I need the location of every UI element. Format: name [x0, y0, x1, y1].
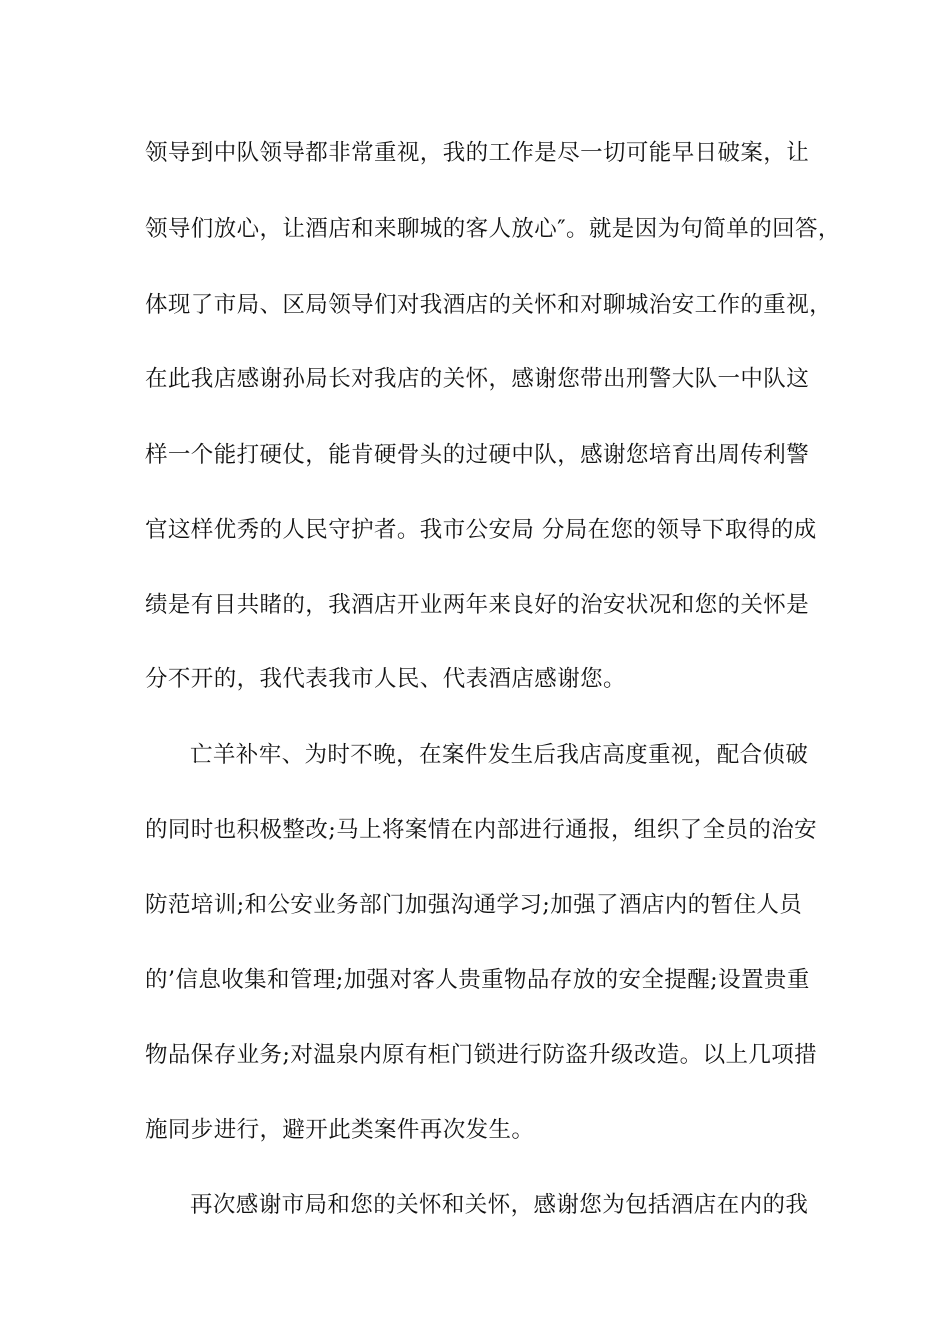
text-line: 样一个能打硬仗，能肯硬骨头的过硬中队，感谢您培育出周传利警: [145, 442, 810, 468]
text-line: 官这样优秀的人民守护者。我市公安局 分局在您的领导下取得的成: [145, 517, 817, 543]
text-line: 绩是有目共睹的，我酒店开业两年来良好的治安状况和您的关怀是: [145, 592, 810, 618]
text-line: 物品保存业务;对温泉内原有柜门锁进行防盗升级改造。以上几项措: [145, 1042, 818, 1068]
paragraph-first-line: 再次感谢市局和您的关怀和关怀，感谢您为包括酒店在内的我: [190, 1192, 809, 1218]
text-line: 在此我店感谢孙局长对我店的关怀，感谢您带出刑警大队一中队这: [145, 366, 810, 392]
text-line: 防范培训;和公安业务部门加强沟通学习;加强了酒店内的暂住人员: [145, 892, 803, 918]
text-line: 领导们放心，让酒店和来聊城的客人放心″。就是因为句简单的回答，: [145, 216, 841, 242]
text-line: 施同步进行，避开此类案件再次发生。: [145, 1117, 535, 1143]
text-line: 体现了市局、区局领导们对我酒店的关怀和对聊城治安工作的重视，: [145, 292, 833, 318]
text-line: 的同时也积极整改;马上将案情在内部进行通报，组织了全员的治安: [145, 817, 818, 843]
paragraph-first-line: 亡羊补牢、为时不晚，在案件发生后我店高度重视，配合侦破: [190, 742, 809, 768]
text-line: 分不开的，我代表我市人民、代表酒店感谢您。: [145, 666, 626, 692]
text-line: 领导到中队领导都非常重视，我的工作是尽一切可能早日破案，让: [145, 140, 810, 166]
text-line: 的’信息收集和管理;加强对客人贵重物品存放的安全提醒;设置贵重: [145, 967, 810, 993]
